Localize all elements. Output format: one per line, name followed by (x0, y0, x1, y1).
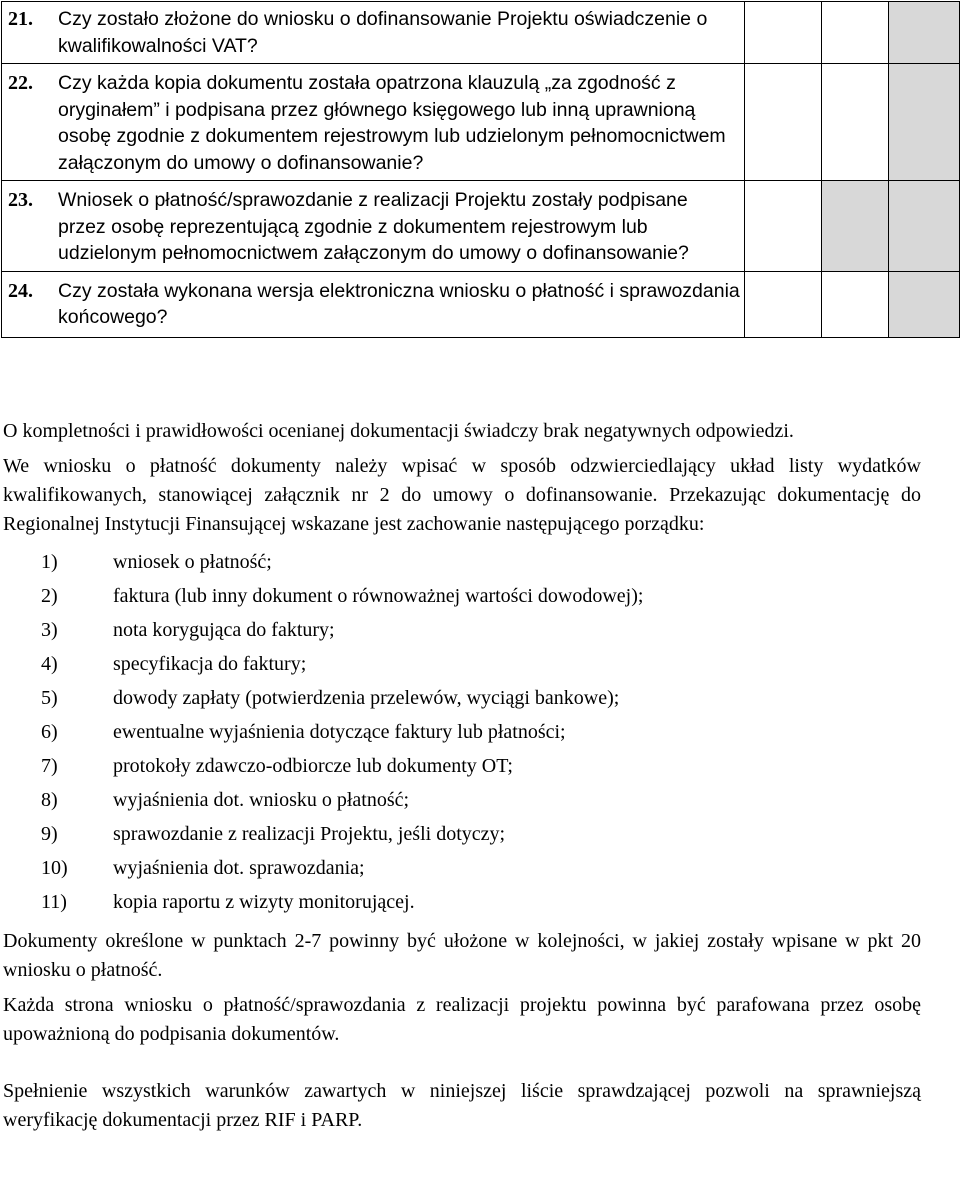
checklist-row (2, 64, 960, 181)
checklist-row (2, 2, 960, 64)
list-item: 2) faktura (lub inny dokument o równoważnej wartości dowodowej); (41, 585, 644, 607)
question-24 (8, 278, 740, 331)
document-order-list (3, 545, 921, 919)
answer-cell-na (889, 271, 960, 337)
list-item: 5) dowody zapłaty (potwierdzenia przelewów, wyciągi bankowe); (41, 687, 620, 709)
list-item: 10) wyjaśnienia dot. sprawozdania; (41, 857, 365, 879)
answer-cell-yes[interactable] (745, 2, 822, 64)
answer-cell-no (822, 181, 889, 272)
question-cell (2, 64, 745, 181)
answer-cell-na (889, 2, 960, 64)
question-number: 22. (8, 72, 33, 94)
question-text: Wniosek o płatność/sprawozdanie z realizacji Projektu zostały podpisane przez osobę reprezentującą zgodnie z dokumentem rejestrowym lub udzielonym pełnomocnictwem załączonym do umowy o dofinansowanie? (58, 189, 689, 264)
checklist-row (2, 181, 960, 272)
checklist-row (2, 271, 960, 337)
question-text: Czy została wykonana wersja elektroniczna wniosku o płatność i sprawozdania końcowego? (58, 279, 740, 328)
answer-cell-no[interactable] (822, 2, 889, 64)
answer-cell-no[interactable] (822, 271, 889, 337)
ordering-instructions: We wniosku o płatność dokumenty należy wpisać w sposób odzwierciedlający układ listy wydatków kwalifikowanych, stanowiącej załącznik nr 2 do umowy o dofinansowanie. Przekazując dokumentację do Regionalnej Instytucji Finansującej wskazane jest zachowanie następującego porządku: (3, 455, 921, 535)
answer-cell-yes[interactable] (745, 64, 822, 181)
closing-note: Spełnienie wszystkich warunków zawartych w niniejszej liście sprawdzającej pozwoli na sprawniejszą weryfikację dokumentacji przez RIF i PARP. (3, 1080, 921, 1131)
list-item: 4) specyfikacja do faktury; (41, 653, 307, 675)
question-23 (8, 187, 740, 267)
answer-cell-yes[interactable] (745, 181, 822, 272)
answer-cell-yes[interactable] (745, 271, 822, 337)
checklist-table (1, 1, 960, 338)
completeness-note: O kompletności i prawidłowości ocenianej dokumentacji świadczy brak negatywnych odpowiedzi. (3, 420, 794, 442)
question-number: 24. (8, 279, 33, 302)
question-cell (2, 271, 745, 337)
question-number: 21. (8, 8, 33, 30)
question-text: Czy zostało złożone do wniosku o dofinansowanie Projektu oświadczenie o kwalifikowalności VAT? (58, 8, 708, 57)
question-number: 23. (8, 189, 33, 211)
question-21 (8, 6, 740, 59)
list-item: 8) wyjaśnienia dot. wniosku o płatność; (41, 789, 410, 811)
list-item: 7) protokoły zdawczo-odbiorcze lub dokumenty OT; (41, 755, 513, 777)
answer-cell-no[interactable] (822, 64, 889, 181)
list-item: 1) wniosek o płatność; (41, 551, 272, 573)
list-item: 9) sprawozdanie z realizacji Projektu, jeśli dotyczy; (41, 823, 506, 845)
list-item: 3) nota korygująca do faktury; (41, 619, 335, 641)
question-cell (2, 2, 745, 64)
list-item: 6) ewentualne wyjaśnienia dotyczące faktury lub płatności; (41, 721, 566, 743)
question-cell (2, 181, 745, 272)
question-22 (8, 70, 740, 176)
list-item: 11) kopia raportu z wizyty monitorującej. (41, 891, 415, 913)
instructions-section (3, 417, 921, 1135)
initialing-rule: Każda strona wniosku o płatność/sprawozdania z realizacji projektu powinna być parafowana przez osobę upoważnioną do podpisania dokumentów. (3, 994, 921, 1045)
answer-cell-na (889, 64, 960, 181)
ordering-rule: Dokumenty określone w punktach 2-7 powinny być ułożone w kolejności, w jakiej zostały wpisane w pkt 20 wniosku o płatność. (3, 930, 921, 981)
question-text: Czy każda kopia dokumentu została opatrzona klauzulą „za zgodność z oryginałem” i podpisana przez głównego księgowego lub inną uprawnioną osobę zgodnie z dokumentem rejestrowym lub udzielonym pełnomocnictwem załączonym do umowy o dofinansowanie? (58, 72, 726, 174)
answer-cell-na (889, 181, 960, 272)
